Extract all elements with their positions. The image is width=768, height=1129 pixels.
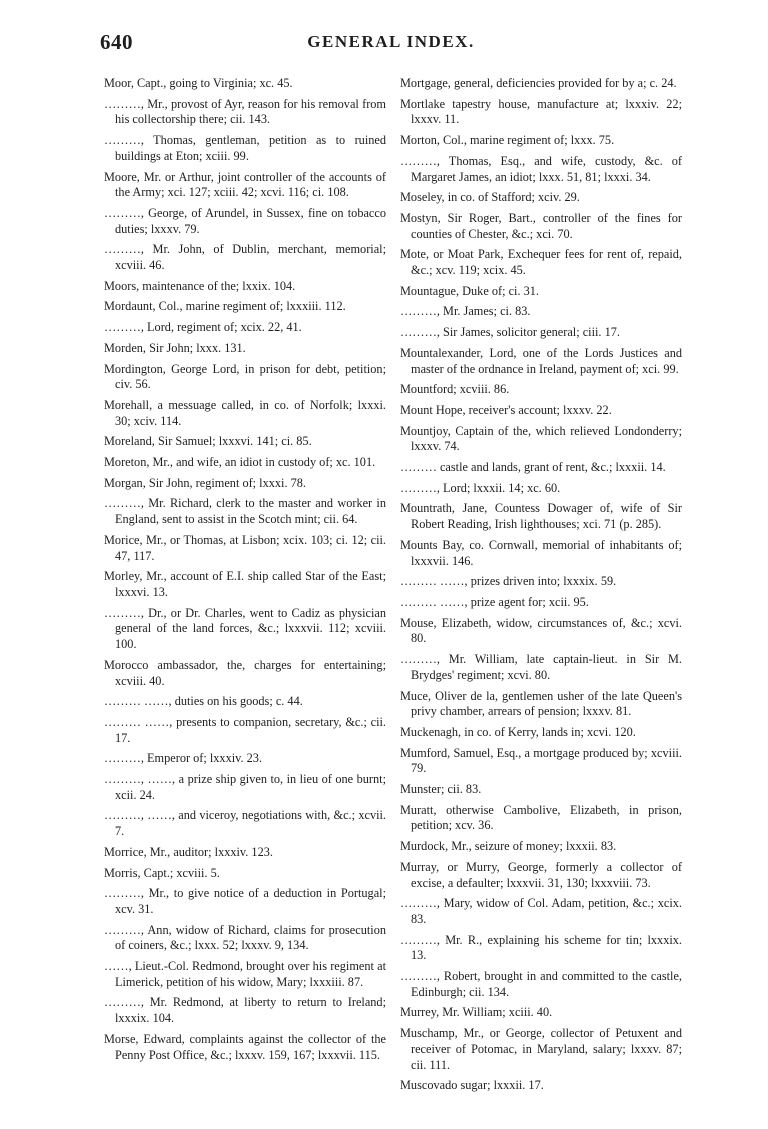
index-entry: Morgan, Sir John, regiment of; lxxxi. 78. [104, 475, 306, 490]
index-entry: Mountalexander, Lord, one of the Lords Justices and master of the ordnance in Ireland, payment of; xci. 99. [400, 345, 682, 376]
index-entry: Mountague, Duke of; ci. 31. [400, 283, 539, 298]
index-entry: ………, Mr., provost of Ayr, reason for his removal from his collectorship there; cii. 143. [104, 96, 386, 127]
index-entry: Morton, Col., marine regiment of; lxxx. 75. [400, 133, 615, 148]
index-entry: ………, Lord, regiment of; xcix. 22, 41. [104, 320, 302, 335]
index-entry: ………, Mr. R., explaining his scheme for tin; lxxxix. 13. [400, 932, 682, 963]
page-header [100, 30, 682, 58]
index-entry: ………, Mr. Richard, clerk to the master and worker in England, sent to assist in the Scotch mint; cii. 64. [104, 496, 386, 527]
index-entry: ……, Lieut.-Col. Redmond, brought over his regiment at Limerick, petition of his widow, Mary; lxxxiii. 87. [104, 959, 386, 989]
index-entry: ………, Mr. James; ci. 83. [400, 304, 531, 319]
index-entry: Mordington, George Lord, in prison for debt, petition; civ. 56. [104, 361, 386, 392]
index-entry: Moors, maintenance of the; lxxix. 104. [104, 278, 296, 293]
index-entry: Morden, Sir John; lxxx. 131. [104, 340, 246, 355]
index-entry: ………, Mr., to give notice of a deduction in Portugal; xcv. 31. [104, 886, 386, 916]
index-entry: ………, Emperor of; lxxxiv. 23. [104, 751, 263, 766]
index-entry: ………, Sir James, solicitor general; ciii. 17. [400, 325, 620, 340]
index-entry: Mountjoy, Captain of the, which relieved Londonderry; lxxxv. 74. [400, 423, 682, 454]
index-entry: Murrey, Mr. William; xciii. 40. [400, 1005, 553, 1020]
index-entry: ………, ……, and viceroy, negotiations with, &c.; xcvii. 7. [104, 808, 386, 839]
index-entry: Muschamp, Mr., or George, collector of Petuxent and receiver of Potomac, in Maryland, salary; lxxxv. 87; cii. 111. [400, 1026, 682, 1072]
index-entry: Mumford, Samuel, Esq., a mortgage produced by; xcviii. 79. [400, 745, 682, 776]
index-entry: Moreton, Mr., and wife, an idiot in custody of; xc. 101. [104, 455, 376, 470]
index-entry: Moreland, Sir Samuel; lxxxvi. 141; ci. 85. [104, 434, 312, 449]
index-entry: Munster; cii. 83. [400, 782, 482, 797]
index-entry: Mouse, Elizabeth, widow, circumstances of, &c.; xcvi. 80. [400, 615, 682, 646]
index-entry: ………, Mr. William, late captain-lieut. in Sir M. Brydges' regiment; xcvi. 80. [400, 652, 682, 682]
index-entry: Morris, Capt.; xcviii. 5. [104, 865, 220, 880]
index-entry: ………, Ann, widow of Richard, claims for prosecution of coiners, &c.; lxxx. 52; lxxxv. 9, 134. [104, 922, 386, 953]
index-entry: Moseley, in co. of Stafford; xciv. 29. [400, 190, 580, 205]
index-entry: Muscovado sugar; lxxxii. 17. [400, 1078, 544, 1093]
index-entry: ……… ……, prizes driven into; lxxxix. 59. [400, 574, 617, 589]
index-entry: Moor, Capt., going to Virginia; xc. 45. [104, 76, 293, 90]
index-entry: Mostyn, Sir Roger, Bart., controller of the fines for counties of Chester, &c.; xci. 70. [400, 210, 682, 241]
index-entry: Mortlake tapestry house, manufacture at; lxxxiv. 22; lxxxv. 11. [400, 96, 682, 127]
index-entry: ………, Dr., or Dr. Charles, went to Cadiz as physician general of the land forces, &c.; lxxxvii. 112; xcviii. 100. [104, 605, 386, 652]
index-entry: ……… ……, presents to companion, secretary, &c.; cii. 17. [104, 714, 386, 745]
index-entry: Murdock, Mr., seizure of money; lxxxii. 83. [400, 839, 617, 854]
index-entry: ……… ……, duties on his goods; c. 44. [104, 694, 303, 709]
index-entry: Morice, Mr., or Thomas, at Lisbon; xcix. 103; ci. 12; cii. 47, 117. [104, 532, 386, 563]
index-entry: ………, Lord; lxxxii. 14; xc. 60. [400, 480, 561, 495]
index-entry: ………, Robert, brought in and committed to the castle, Edinburgh; cii. 134. [400, 969, 682, 999]
index-entry: Morocco ambassador, the, charges for entertaining; xcviii. 40. [104, 657, 386, 688]
index-entry: Mordaunt, Col., marine regiment of; lxxxiii. 112. [104, 299, 346, 314]
index-entry: Morehall, a messuage called, in co. of Norfolk; lxxxi. 30; xciv. 114. [104, 397, 386, 428]
index-entry: ………, Thomas, Esq., and wife, custody, &c. of Margaret James, an idiot; lxxx. 51, 81; lxxxi. 34. [400, 153, 682, 184]
index-entry: Moore, Mr. or Arthur, joint controller of the accounts of the Army; xci. 127; xciii. 42; xcvi. 116; ci. 108. [104, 169, 386, 200]
index-entry: Muce, Oliver de la, gentlemen usher of the late Queen's privy chamber, arrears of pension; lxxxv. 81. [400, 688, 682, 719]
index-column-left [104, 76, 386, 1068]
index-entry: Murray, or Murry, George, formerly a collector of excise, a defaulter; lxxxvii. 31, 130; lxxxviii. 73. [400, 859, 682, 890]
page-number: 640 [100, 30, 133, 54]
index-entry: Mote, or Moat Park, Exchequer fees for rent of, repaid, &c.; xcv. 119; xcix. 45. [400, 247, 682, 278]
index-entry: ………, Mr. Redmond, at liberty to return to Ireland; lxxxix. 104. [104, 995, 386, 1026]
index-entry: Mountford; xcviii. 86. [400, 382, 510, 397]
index-entry: ………, Thomas, gentleman, petition as to ruined buildings at Eton; xciii. 99. [104, 133, 386, 163]
index-entry: Morse, Edward, complaints against the collector of the Penny Post Office, &c.; lxxxv. 159, 167; lxxxvii. 115. [104, 1031, 386, 1062]
index-entry: Mounts Bay, co. Cornwall, memorial of inhabitants of; lxxxvii. 146. [400, 537, 682, 568]
index-entry: ………, George, of Arundel, in Sussex, fine on tobacco duties; lxxxv. 79. [104, 205, 386, 236]
index-entry: Muratt, otherwise Cambolive, Elizabeth, in prison, petition; xcv. 36. [400, 802, 682, 833]
index-entry: ……… castle and lands, grant of rent, &c.; lxxxii. 14. [400, 460, 666, 475]
index-entry: ………, Mary, widow of Col. Adam, petition, &c.; xcix. 83. [400, 896, 682, 926]
index-column-right [400, 76, 682, 1099]
index-entry: ………, Mr. John, of Dublin, merchant, memorial; xcviii. 46. [104, 242, 386, 273]
index-entry: Morley, Mr., account of E.I. ship called Star of the East; lxxxvi. 13. [104, 569, 386, 599]
running-title: GENERAL INDEX. [307, 32, 475, 51]
index-entry: Mortgage, general, deficiencies provided for by a; c. 24. [400, 76, 677, 90]
index-entry: Mountrath, Jane, Countess Dowager of, wife of Sir Robert Reading, Irish lighthouses; xci. 71 (p. 285). [400, 501, 682, 532]
index-entry: ………, ……, a prize ship given to, in lieu of one burnt; xcii. 24. [104, 772, 386, 802]
index-entry: Muckenagh, in co. of Kerry, lands in; xcvi. 120. [400, 724, 636, 739]
index-entry: Mount Hope, receiver's account; lxxxv. 22. [400, 402, 612, 417]
index-entry: ……… ……, prize agent for; xcii. 95. [400, 594, 589, 609]
index-entry: Morrice, Mr., auditor; lxxxiv. 123. [104, 844, 273, 859]
